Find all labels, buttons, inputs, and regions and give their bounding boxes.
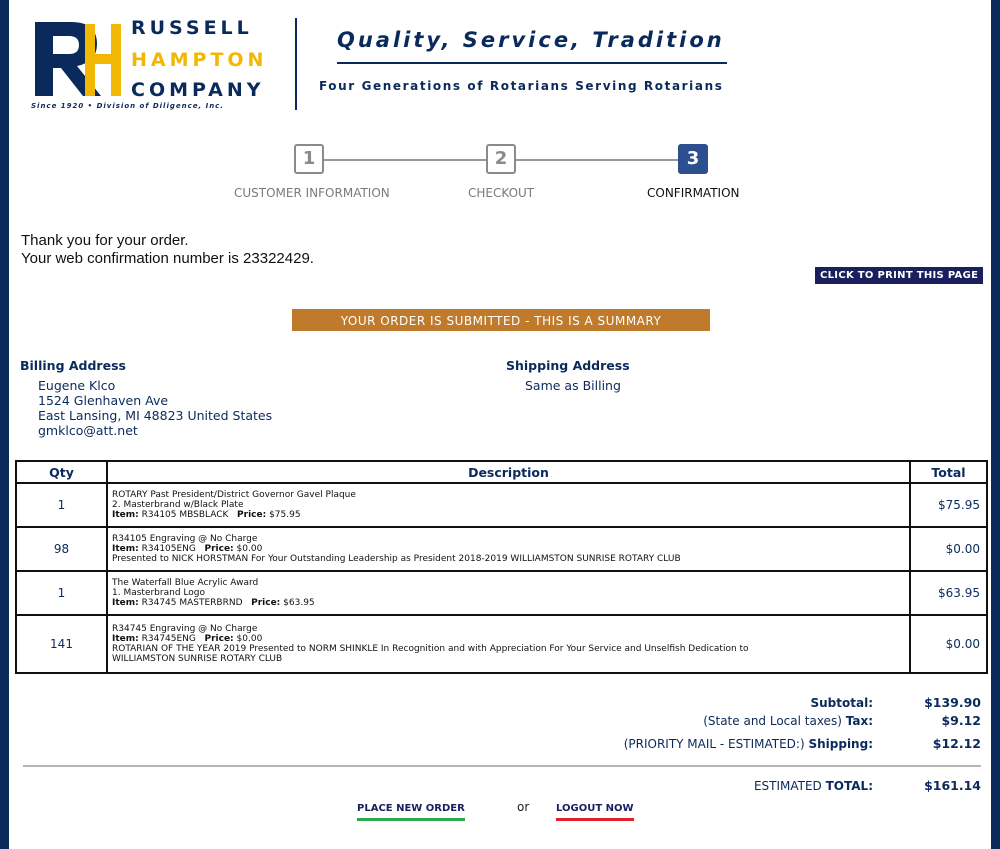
tax-value: $9.12 [941, 713, 981, 728]
shipping-address-value: Same as Billing [525, 378, 621, 393]
table-header-row [16, 461, 987, 483]
item-line [112, 510, 905, 520]
row-qty: 1 [16, 483, 107, 527]
logo-company: COMPANY [131, 79, 265, 101]
rh-monogram-icon [31, 14, 127, 100]
item-price: $0.00 [236, 634, 263, 644]
row-total: $63.95 [910, 571, 987, 615]
row-qty: 1 [16, 571, 107, 615]
row-qty: 98 [16, 527, 107, 571]
logo-hampton: HAMPTON [131, 49, 268, 71]
desc-line: R34745 Engraving @ No Charge [112, 624, 258, 634]
tagline-rule [337, 62, 727, 64]
tax-note: (State and Local taxes) [703, 714, 842, 728]
row-total: $0.00 [910, 615, 987, 673]
step-connector-1 [324, 159, 486, 161]
step-1-label: CUSTOMER INFORMATION [234, 186, 390, 200]
total-header: Total [910, 461, 987, 483]
order-summary-banner: YOUR ORDER IS SUBMITTED - THIS IS A SUMMARY [292, 309, 710, 331]
shipping-label-text: Shipping: [808, 737, 873, 751]
billing-name: Eugene Klco [38, 378, 116, 393]
confirmation-number-text: Your web confirmation number is 23322429. [21, 250, 314, 267]
tagline: Quality, Service, Tradition [337, 28, 725, 52]
logo-russell: RUSSELL [131, 17, 253, 39]
estimated-total-value: $161.14 [924, 778, 981, 793]
desc-line: ROTARY Past President/District Governor Gavel Plaque [112, 490, 356, 500]
item-label: Item: [112, 598, 139, 608]
table-row [16, 571, 987, 615]
item-code: R34745ENG [141, 634, 196, 644]
order-items-table [15, 460, 988, 674]
row-description [107, 571, 910, 615]
price-label: Price: [204, 544, 234, 554]
tax-label [703, 714, 873, 728]
item-price: $63.95 [283, 598, 315, 608]
shipping-value: $12.12 [932, 736, 981, 751]
item-line [112, 598, 905, 608]
item-code: R34105ENG [141, 544, 196, 554]
step-2-box: 2 [486, 144, 516, 174]
engraving-text: ROTARIAN OF THE YEAR 2019 Presented to NORM SHINKLE In Recognition and with Appreciation For Your Service and Unselfish Dedication to [112, 644, 749, 654]
estimated-prefix: ESTIMATED [753, 779, 822, 793]
confirmation-page [9, 0, 991, 849]
row-total: $75.95 [910, 483, 987, 527]
shipping-note: (PRIORITY MAIL - ESTIMATED:) [623, 737, 805, 751]
thank-you-text: Thank you for your order. [21, 232, 189, 249]
desc-line: 2. Masterbrand w/Black Plate [112, 500, 244, 510]
billing-email: gmklco@att.net [38, 423, 138, 438]
desc-line: 1. Masterbrand Logo [112, 588, 205, 598]
table-row [16, 527, 987, 571]
billing-address-heading: Billing Address [20, 358, 126, 373]
billing-street: 1524 Glenhaven Ave [38, 393, 169, 408]
description-header: Description [107, 461, 910, 483]
engraving-text-cont: WILLIAMSTON SUNRISE ROTARY CLUB [112, 654, 283, 664]
row-description [107, 527, 910, 571]
header-divider [295, 18, 297, 110]
item-price: $0.00 [236, 544, 263, 554]
item-code: R34105 MBSBLACK [141, 510, 229, 520]
shipping-label [624, 737, 873, 751]
desc-line: The Waterfall Blue Acrylic Award [112, 578, 259, 588]
logout-link[interactable]: LOGOUT NOW [556, 803, 634, 821]
tax-label-text: Tax: [845, 714, 873, 728]
subtotal-label: Subtotal: [810, 696, 873, 710]
item-line [112, 544, 905, 554]
shipping-address-heading: Shipping Address [506, 358, 630, 373]
price-label: Price: [251, 598, 281, 608]
step-1-box: 1 [294, 144, 324, 174]
row-description [107, 615, 910, 673]
subtotal-value: $139.90 [924, 695, 981, 710]
or-text: or [517, 800, 530, 814]
print-page-button[interactable]: CLICK TO PRINT THIS PAGE [815, 267, 983, 284]
row-description [107, 483, 910, 527]
price-label: Price: [237, 510, 267, 520]
estimated-total-label [754, 779, 873, 793]
item-label: Item: [112, 544, 139, 554]
place-new-order-link[interactable]: PLACE NEW ORDER [357, 803, 465, 821]
billing-city-line: East Lansing, MI 48823 United States [38, 408, 273, 423]
company-logo[interactable] [31, 14, 271, 114]
item-label: Item: [112, 510, 139, 520]
estimated-label-text: TOTAL: [825, 779, 873, 793]
step-connector-2 [516, 159, 678, 161]
subtagline: Four Generations of Rotarians Serving Rotarians [319, 79, 724, 93]
totals-divider [23, 765, 981, 767]
item-code: R34745 MASTERBRND [141, 598, 243, 608]
table-row [16, 615, 987, 673]
qty-header: Qty [16, 461, 107, 483]
item-label: Item: [112, 634, 139, 644]
table-row [16, 483, 987, 527]
engraving-text: Presented to NICK HORSTMAN For Your Outstanding Leadership as President 2018-2019 WILLIAMSTON SUNRISE ROTARY CLUB [112, 554, 681, 564]
row-total: $0.00 [910, 527, 987, 571]
logo-since: Since 1920 • Division of Diligence, Inc. [31, 102, 224, 110]
item-line [112, 634, 905, 644]
item-price: $75.95 [269, 510, 301, 520]
row-qty: 141 [16, 615, 107, 673]
step-3-label: CONFIRMATION [647, 186, 740, 200]
price-label: Price: [204, 634, 234, 644]
step-2-label: CHECKOUT [468, 186, 535, 200]
step-3-box: 3 [678, 144, 708, 174]
desc-line: R34105 Engraving @ No Charge [112, 534, 258, 544]
